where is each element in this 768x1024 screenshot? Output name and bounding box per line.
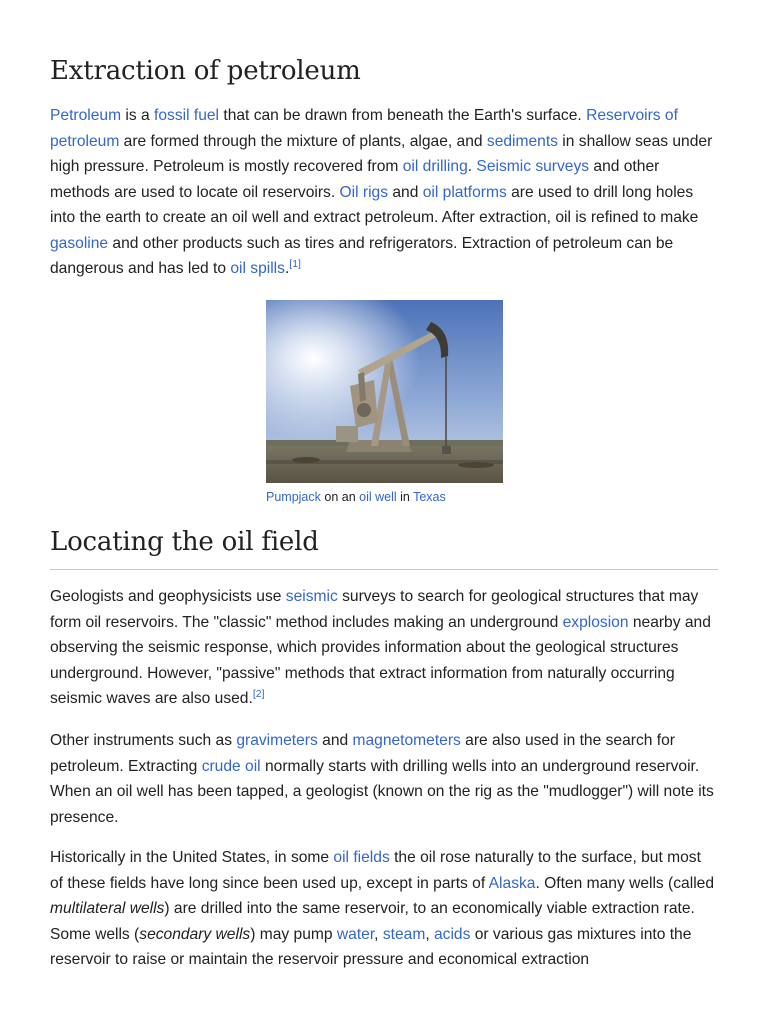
link-explosion[interactable]: explosion (562, 613, 629, 631)
citation-link-1[interactable]: [1] (289, 257, 301, 270)
link-sediments[interactable]: sediments (486, 132, 558, 150)
link-fossil-fuel[interactable]: fossil fuel (154, 107, 220, 124)
paragraph-locating-2: Other instruments such as gravimeters and magnetometers are also used in the search for petroleum. Extracting crude oil normally starts with drilling wells into an underground reservoir. When an oil well has been tapped, a geologist (known on the rig as the "mudlogger") will note its presence. (50, 732, 714, 826)
section-heading-extraction: Extraction of petroleum (50, 56, 361, 86)
link-steam[interactable]: steam (382, 925, 426, 943)
citation-link-2[interactable]: [2] (252, 687, 265, 700)
link-seismic-surveys[interactable]: Seismic surveys (476, 158, 590, 175)
link-oil-spills[interactable]: oil spills (230, 260, 285, 277)
link-pumpjack[interactable]: Pumpjack (266, 490, 321, 504)
link-texas[interactable]: Texas (413, 490, 446, 504)
link-gravimeters[interactable]: gravimeters (236, 732, 318, 749)
link-crude-oil[interactable]: crude oil (201, 757, 261, 775)
pumpjack-photo[interactable] (266, 300, 503, 483)
paragraph-locating-1: Geologists and geophysicists use seismic surveys to search for geological structures that may form oil reservoirs. The "classic" method includes making an underground explosion nearby and observing the seismic response, which provides information about the geological structures underground. However, "passive" methods that extract information from naturally occurring seismic waves are also used.[2] (50, 588, 711, 707)
link-oil-rigs[interactable]: Oil rigs (339, 183, 389, 201)
link-reservoirs-of-petroleum[interactable]: Reservoirs of petroleum (50, 107, 678, 150)
link-oil-drilling[interactable]: oil drilling (402, 158, 468, 175)
link-water[interactable]: water (336, 925, 375, 943)
link-petroleum[interactable]: Petroleum (50, 107, 122, 124)
link-oil-fields[interactable]: oil fields (333, 849, 390, 866)
link-alaska[interactable]: Alaska (488, 874, 536, 892)
figure-caption: Pumpjack on an oil well in Texas (266, 490, 446, 504)
pumpjack-figure (266, 300, 503, 505)
link-magnetometers[interactable]: magnetometers (352, 732, 461, 749)
link-gasoline[interactable]: gasoline (50, 234, 109, 252)
link-oil-well[interactable]: oil well (359, 490, 397, 504)
section-heading-locating: Locating the oil field (50, 527, 718, 570)
link-seismic[interactable]: seismic (285, 588, 338, 605)
paragraph-locating-3: Historically in the United States, in some oil fields the oil rose naturally to the surface, but most of these fields have long since been used up, except in parts of Alaska. Often many wells (called multilateral wells) are drilled into the same reservoir, to an economically viable extraction rate. Some wells (secondary wells) may pump water, steam, acids or various gas mixtures into the reservoir to raise or maintain the reservoir pressure and economical extraction (50, 849, 714, 968)
paragraph-intro: Petroleum is a fossil fuel that can be drawn from beneath the Earth's surface. Reservoirs of petroleum are formed through the mixture of plants, algae, and sediments in shallow seas under high pressure. Petroleum is mostly recovered from oil drilling. Seismic surveys and other methods are used to locate oil reservoirs. Oil rigs and oil platforms are used to drill long holes into the earth to create an oil well and extract petroleum. After extraction, oil is refined to make gasoline and other products such as tires and refrigerators. Extraction of petroleum can be dangerous and has led to oil spills.[1] (50, 107, 713, 277)
link-acids[interactable]: acids (433, 925, 471, 943)
link-oil-platforms[interactable]: oil platforms (422, 183, 507, 201)
